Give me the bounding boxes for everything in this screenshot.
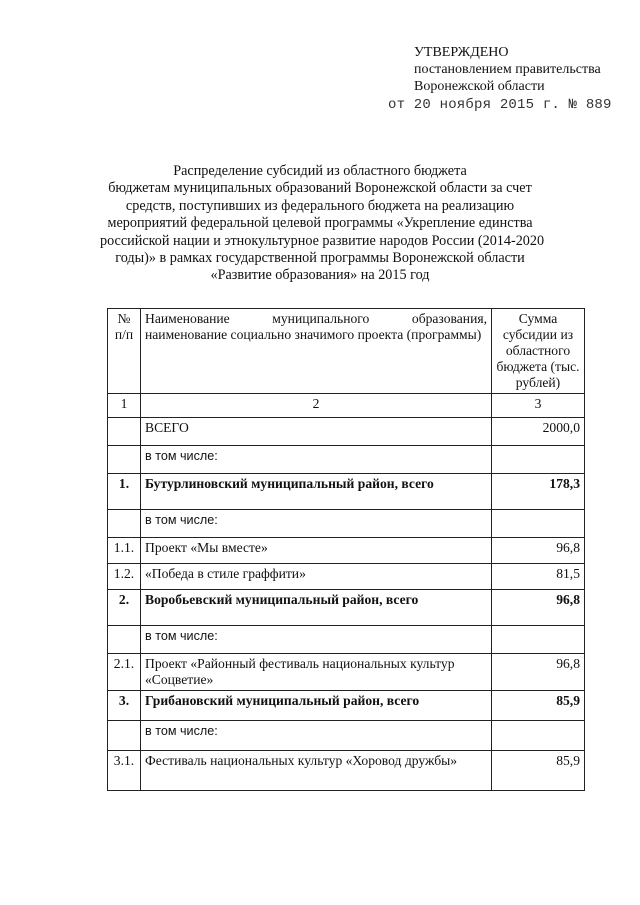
- document-title: [100, 163, 545, 285]
- row-sum: 96,8: [492, 590, 585, 626]
- row-sum: 96,8: [492, 538, 585, 564]
- title-line: Распределение субсидий из областного бюджета: [173, 163, 467, 179]
- row-num: 3.: [108, 691, 141, 721]
- approval-line-2: Воронежской области: [414, 79, 545, 94]
- table-header-row: [108, 309, 585, 394]
- row-name: ВСЕГО: [141, 418, 492, 446]
- row-name: Воробьевский муниципальный район, всего: [141, 590, 492, 626]
- row-name: «Победа в стиле граффити»: [141, 564, 492, 590]
- table-row: [108, 751, 585, 791]
- row-num: 3.1.: [108, 751, 141, 791]
- column-number-row: [108, 394, 585, 418]
- approval-block: [388, 44, 612, 113]
- table-row: [108, 590, 585, 626]
- row-sum: 85,9: [492, 691, 585, 721]
- title-line: средств, поступивших из федерального бюджета на реализацию: [125, 197, 515, 214]
- row-num: [108, 446, 141, 474]
- row-name: в том числе:: [141, 510, 492, 538]
- title-line: мероприятий федеральной целевой программы «Укрепление единства: [107, 215, 533, 232]
- row-sum: 96,8: [492, 654, 585, 691]
- table-row: [108, 691, 585, 721]
- row-name: Бутурлиновский муниципальный район, всего: [141, 474, 492, 510]
- header-sum: Сумма субсидии из областного бюджета (тыс. рублей): [492, 309, 585, 394]
- title-line: годы)» в рамках государственной программы Воронежской области: [115, 250, 525, 267]
- row-sum: [492, 626, 585, 654]
- row-name: в том числе:: [141, 626, 492, 654]
- row-num: 2.: [108, 590, 141, 626]
- row-sum: 81,5: [492, 564, 585, 590]
- approval-date-stamp: от 20 ноября 2015 г. № 889: [388, 97, 612, 113]
- row-num: 2.1.: [108, 654, 141, 691]
- row-name: Грибановский муниципальный район, всего: [141, 691, 492, 721]
- table-row: [108, 626, 585, 654]
- row-num: [108, 510, 141, 538]
- row-num: 1.: [108, 474, 141, 510]
- row-sum: 85,9: [492, 751, 585, 791]
- row-num: 1.1.: [108, 538, 141, 564]
- approval-status: УТВЕРЖДЕНО: [414, 45, 509, 60]
- row-num: [108, 418, 141, 446]
- row-sum: [492, 721, 585, 751]
- title-line: российской нации и этнокультурное развитие народов России (2014-2020: [100, 232, 545, 249]
- table-row: [108, 510, 585, 538]
- header-name: Наименование муниципального образования, наименование социально значимого проекта (программы): [141, 309, 492, 394]
- row-sum: [492, 446, 585, 474]
- row-name: Фестиваль национальных культур «Хоровод дружбы»: [141, 751, 492, 791]
- table-row: [108, 474, 585, 510]
- row-name: в том числе:: [141, 446, 492, 474]
- title-line: бюджетам муниципальных образований Воронежской области за счет: [108, 180, 532, 197]
- row-num: [108, 721, 141, 751]
- table-row: [108, 654, 585, 691]
- row-sum: [492, 510, 585, 538]
- row-sum: 2000,0: [492, 418, 585, 446]
- row-num: [108, 626, 141, 654]
- table-row: [108, 418, 585, 446]
- row-name: в том числе:: [141, 721, 492, 751]
- table-row: [108, 564, 585, 590]
- header-num: № п/п: [108, 309, 141, 394]
- colnum-1: 1: [108, 394, 141, 418]
- table-row: [108, 538, 585, 564]
- approval-line-1: постановлением правительства: [414, 62, 601, 77]
- row-name: Проект «Районный фестиваль национальных культур «Соцветие»: [141, 654, 492, 691]
- row-num: 1.2.: [108, 564, 141, 590]
- row-sum: 178,3: [492, 474, 585, 510]
- title-line: «Развитие образования» на 2015 год: [210, 267, 430, 284]
- colnum-2: 2: [141, 394, 492, 418]
- colnum-3: 3: [492, 394, 585, 418]
- table-row: [108, 721, 585, 751]
- subsidy-table: [107, 308, 585, 791]
- row-name: Проект «Мы вместе»: [141, 538, 492, 564]
- table-row: [108, 446, 585, 474]
